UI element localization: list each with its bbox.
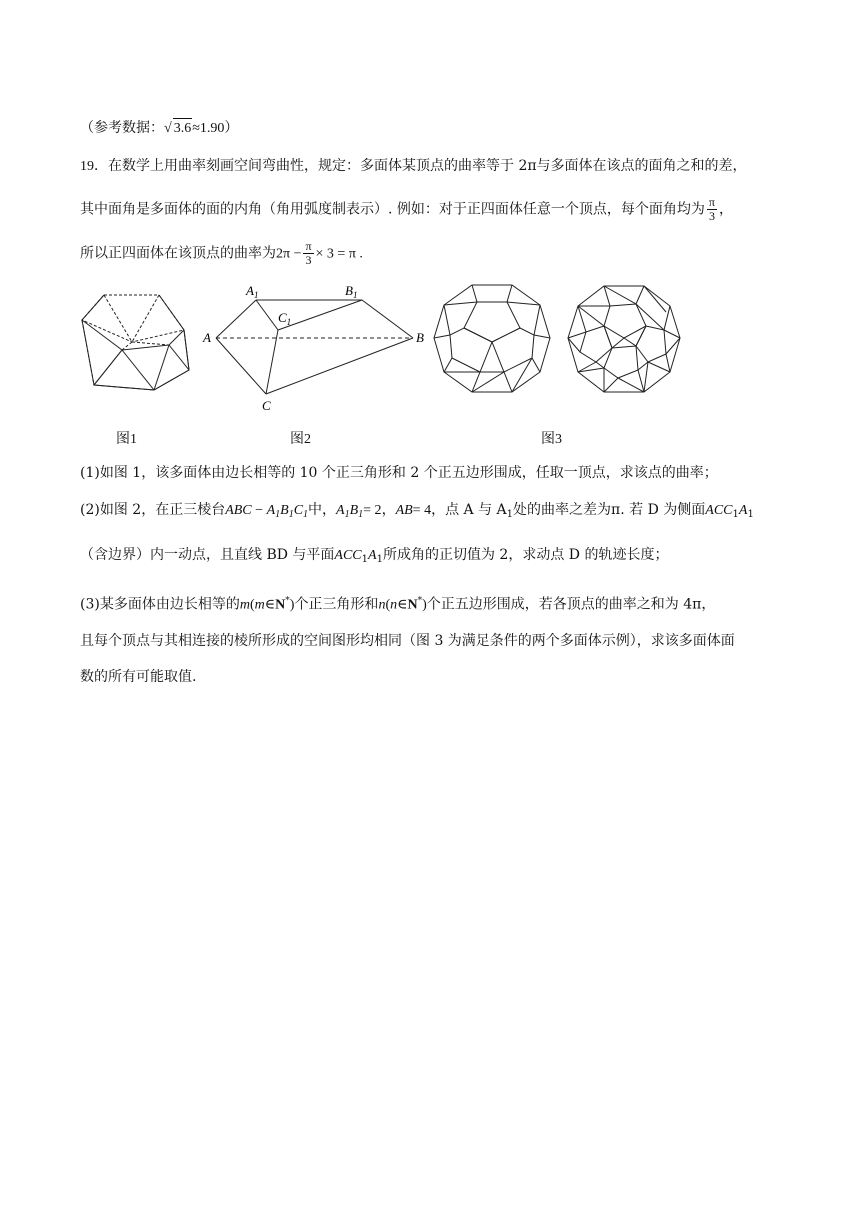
question-3-line-2: 且每个顶点与其相连接的棱所形成的空间图形均相同（图 3 为满足条件的两个多面体示例），求该多面体面 — [80, 633, 735, 649]
problem-text-2: 其中面角是多面体的面的内角（角用弧度制表示）. 例如：对于正四面体任意一个顶点，每个面角均为 — [80, 201, 705, 218]
figure-3-icosidodecahedron — [432, 280, 552, 400]
figure-2-frustum — [200, 282, 430, 417]
problem-line-1 — [80, 156, 747, 177]
figure-1-polyhedron — [74, 290, 204, 410]
figure-3-snub-dodecahedron — [566, 282, 682, 398]
label-A: A — [203, 330, 211, 345]
label-A1: $A_1$ — [246, 283, 259, 300]
fraction-pi-over-3-b: $\frac{\pi}{3}$ — [305, 239, 312, 267]
question-2-line-2: （含边界）内一动点，且直线 BD 与平面$ACC_1A_1$所成角的正切值为 2，求动点 D 的轨迹长度； — [80, 547, 669, 565]
question-3-line-1: (3)某多面体由边长相等的m(m∈N*)个正三角形和n(n∈N*)个正五边形围成，若各顶点的曲率之和为 4π， — [80, 596, 716, 613]
figure-3-label: 图3 — [541, 432, 562, 447]
label-B1: $B_1$ — [345, 283, 358, 300]
sqrt-expression: √ 3.6 — [164, 121, 192, 136]
problem-line-2: 其中面角是多面体的面的内角（角用弧度制表示）. 例如：对于正四面体任意一个顶点，每个面角均为 $\frac{\pi}{3}$ ， — [80, 195, 733, 223]
figure-1-label: 图1 — [116, 432, 137, 447]
label-B: B — [416, 330, 424, 345]
problem-number: 19． — [80, 159, 108, 174]
label-C: C — [262, 398, 271, 413]
problem-text-3: 所以正四面体在该顶点的曲率为 — [80, 245, 276, 262]
label-C1: $C_1$ — [278, 310, 292, 327]
figure-2-label: 图2 — [290, 432, 311, 447]
problem-line-3: 所以正四面体在该顶点的曲率为2π − $\frac{\pi}{3}$ × 3 = π . — [80, 239, 363, 267]
ref-prefix: （参考数据： — [80, 120, 164, 136]
problem-text-1: 在数学上用曲率刻画空间弯曲性，规定：多面体某顶点的曲率等于 2π与多面体在该点的面角之和的差， — [108, 158, 747, 174]
reference-data-line — [80, 118, 238, 139]
fraction-pi-over-3: $\frac{\pi}{3}$ — [708, 195, 715, 223]
ref-approx: ≈1.90 — [192, 121, 225, 136]
question-1: (1)如图 1，该多面体由边长相等的 10 个正三角形和 2 个正五边形围成，任取一顶点，求该点的曲率； — [80, 465, 718, 481]
ref-suffix: ） — [224, 120, 239, 136]
question-3-line-3: 数的所有可能取值. — [80, 669, 197, 685]
figures-row — [0, 280, 860, 450]
question-2-line-1: (2)如图 2，在正三棱台ABC − $A_1B_1C_1$中，$A_1B_1= 2$，AB= 4，点 A 与 $A_1$处的曲率之差为π. 若 D 为侧面$ACC_1A_1$ — [80, 502, 754, 520]
